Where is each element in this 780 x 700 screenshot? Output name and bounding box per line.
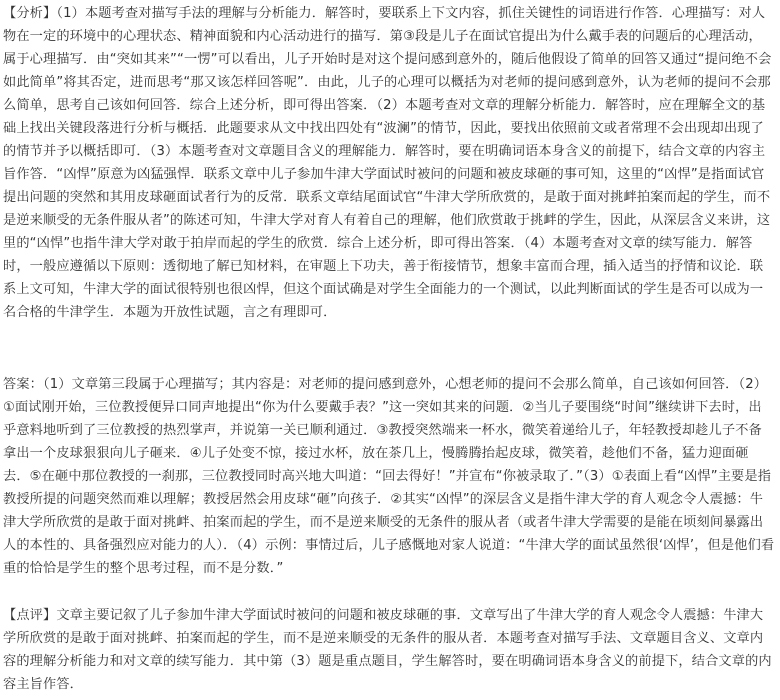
comment-paragraph: 【点评】文章主要记叙了儿子参加牛津大学面试时被问的问题和被皮球砸的事．文章写出了牛津大学的育人观念令人震撼：牛津大学所欣赏的是敢于面对挑衅、拍案而起的学生，而不是逆来顺受的无条件的服从者．本题考查对描写手法、文章题目含义、文章内容的理解分析能力和对文章的续写能力．其中第（3）题是重点题目，学生解答时，要在明确词语本身含义的前提下，结合文章的内容主旨作答． (3, 608, 772, 692)
answer-paragraph: 答案：（1）文章第三段属于心理描写；其内容是：对老师的提问感到意外，心想老师的提问不会那么简单，自己该如何回答．（2）①面试刚开始，三位教授便异口同声地提出“你为什么要戴手表？”这一突如其来的问题．②当儿子要围绕“时间”继续讲下去时，出乎意料地听到了三位教授的热烈掌声，并说第一关已顺利通过．③教授突然端来一杯水，微笑着递给儿子，年轻教授却趁儿子不备拿出一个皮球狠狠向儿子砸来．④儿子处变不惊，接过水杯，放在茶几上，慢腾腾抬起皮球，微笑着，趁他们不备，猛力迎面砸去．⑤在砸中那位教授的一刹那，三位教授同时高兴地大叫道：“回去得好！”并宣布“你被录取了．”（3）①表面上看“凶悍”主要是指教授所提的问题突然而难以理解；教授居然会用皮球“砸”向孩子．②其实“凶悍”的深层含义是指牛津大学的育人观念令人震撼：牛津大学所欣赏的是敢于面对挑衅、拍案而起的学生，而不是逆来顺受的无条件的服从者（或者牛津大学需要的是能在顷刻间暴露出人的本性的、具备强烈应对能力的人）．（4）示例：事情过后，儿子感慨地对家人说道：“牛津大学的面试虽然很‘凶悍’，但是他们看重的恰恰是学生的整个思考过程，而不是分数．” (3, 377, 775, 576)
analysis-paragraph: 【分析】（1）本题考查对描写手法的理解与分析能力．解答时，要联系上下文内容，抓住关键性的词语进行作答．心理描写：对人物在一定的环境中的心理状态、精神面貌和内心活动进行的描写．第③段是儿子在面试官提出为什么戴手表的问题后的心理活动，属于心理描写．由“突如其来”“一愣”可以看出，儿子开始时是对这个提问感到意外的，随后他假设了简单的回答又通过“提问绝不会如此简单”将其否定，进而思考“那又该怎样回答呢”．由此，儿子的心理可以概括为对老师的提问感到意外，认为老师的提问不会那么简单，思考自己该如何回答．综合上述分析，即可得出答案．（2）本题考查对文章的理解分析能力．解答时，应在理解全文的基础上找出关键段落进行分析与概括．此题要求从文中找出四处有“波澜”的情节，因此，要找出依照前文或者常理不会出现却出现了的情节并予以概括即可．（3）本题考查对文章题目含义的理解能力．解答时，要在明确词语本身含义的前提下，结合文章的内容主旨作答．“凶悍”原意为凶猛强悍．联系文章中儿子参加牛津大学面试时被问的问题和被皮球砸的事可知，这里的“凶悍”是指面试官提出问题的突然和其用皮球砸面试者行为的反常．联系文章结尾面试官“牛津大学所欣赏的，是敢于面对挑衅拍案而起的学生，而不是逆来顺受的无条件服从者”的陈述可知，牛津大学对育人有着自己的理解，他们欣赏敢于挑衅的学生，因此，从深层含义来讲，这里的“凶悍”也指牛津大学对敢于拍岸而起的学生的欣赏．综合上述分析，即可得出答案．（4）本题考查对文章的续写能力．解答时，一般应遵循以下原则：透彻地了解已知材料，在审题上下功夫，善于衔接情节，想象丰富而合理，插入适当的抒情和议论．联系上文可知，牛津大学的面试很特别也很凶悍，但这个面试确是对学生全面能力的一个测试，以此判断面试的学生是否可以成为一名合格的牛津学生．本题为开放性试题，言之有理即可． (3, 6, 772, 320)
